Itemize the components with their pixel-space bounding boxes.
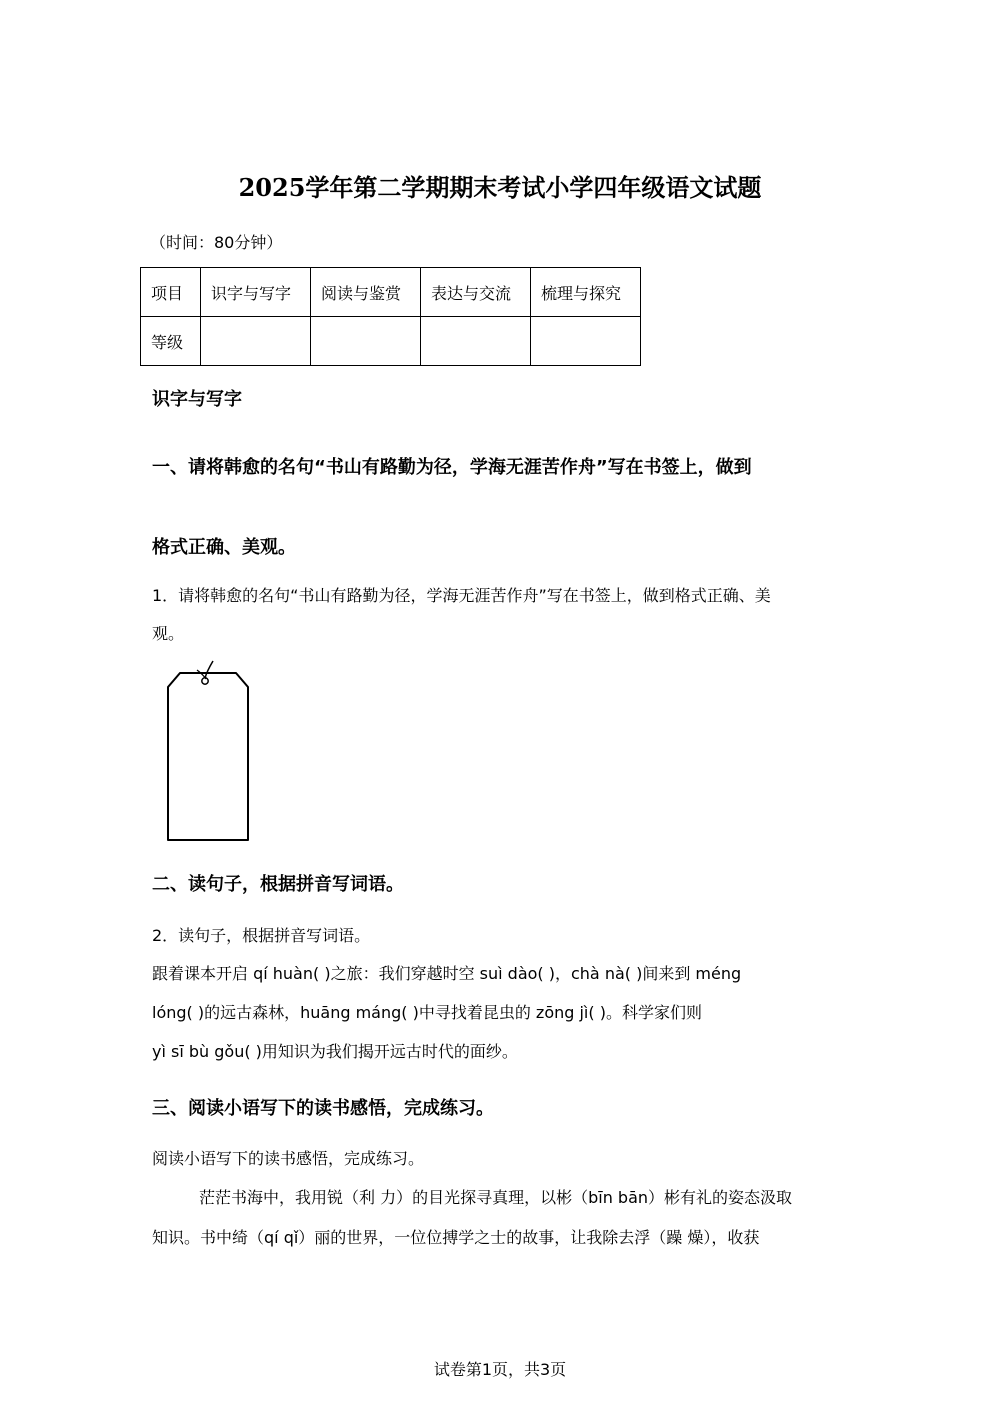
- q2-text-line2: lóng( )的远古森林，huāng máng( )中寻找着昆虫的 zōng jì( )。科学家们则: [152, 1003, 702, 1022]
- q1-stem-line1: 1．请将韩愈的名句“书山有路勤为径，学海无涯苦作舟”写在书签上，做到格式正确、美: [152, 586, 771, 605]
- grade-table-row: [141, 317, 641, 366]
- grade-cell[interactable]: [201, 317, 311, 366]
- grade-cell[interactable]: [421, 317, 531, 366]
- q2-text-line1: 跟着课本开启 qí huàn( )之旅：我们穿越时空 suì dào( )，chà nà( )间来到 méng: [152, 964, 742, 983]
- q2-stem: 2．读句子，根据拼音写词语。: [152, 926, 371, 945]
- time-note: （时间：80分钟）: [150, 233, 283, 252]
- grade-table: [140, 267, 641, 366]
- row-label-cell: 等级: [141, 317, 201, 366]
- header-cell: 表达与交流: [421, 268, 531, 317]
- grade-cell[interactable]: [311, 317, 421, 366]
- exam-title: 2025学年第二学期期末考试小学四年级语文试题: [238, 173, 762, 202]
- q3-paragraph-line2: 知识。书中绮（qí qǐ）丽的世界，一位位搏学之士的故事，让我除去浮（躁 燥），收获: [152, 1228, 760, 1247]
- page-footer: 试卷第1页，共3页: [433, 1360, 567, 1379]
- q2-heading: 二、读句子，根据拼音写词语。: [152, 874, 404, 895]
- q1-heading-line1: 一、请将韩愈的名句“书山有路勤为径，学海无涯苦作舟”写在书签上，做到: [152, 457, 752, 478]
- q1-heading-line2: 格式正确、美观。: [152, 537, 296, 558]
- grade-table-header-row: [141, 268, 641, 317]
- bookmark-answer-area[interactable]: [160, 658, 260, 848]
- section-label: 识字与写字: [152, 389, 242, 410]
- q2-text-line3: yì sī bù gǒu( )用知识为我们揭开远古时代的面纱。: [152, 1042, 518, 1061]
- q3-stem: 阅读小语写下的读书感悟，完成练习。: [152, 1149, 425, 1168]
- q1-stem-line2: 观。: [152, 624, 185, 643]
- header-cell: 项目: [141, 268, 201, 317]
- grade-cell[interactable]: [531, 317, 641, 366]
- q3-paragraph-line1: 茫茫书海中，我用锐（利 力）的目光探寻真理，以彬（bīn bān）彬有礼的姿态汲取: [199, 1188, 793, 1207]
- q3-heading: 三、阅读小语写下的读书感悟，完成练习。: [152, 1098, 494, 1119]
- header-cell: 梳理与探究: [531, 268, 641, 317]
- header-cell: 阅读与鉴赏: [311, 268, 421, 317]
- header-cell: 识字与写字: [201, 268, 311, 317]
